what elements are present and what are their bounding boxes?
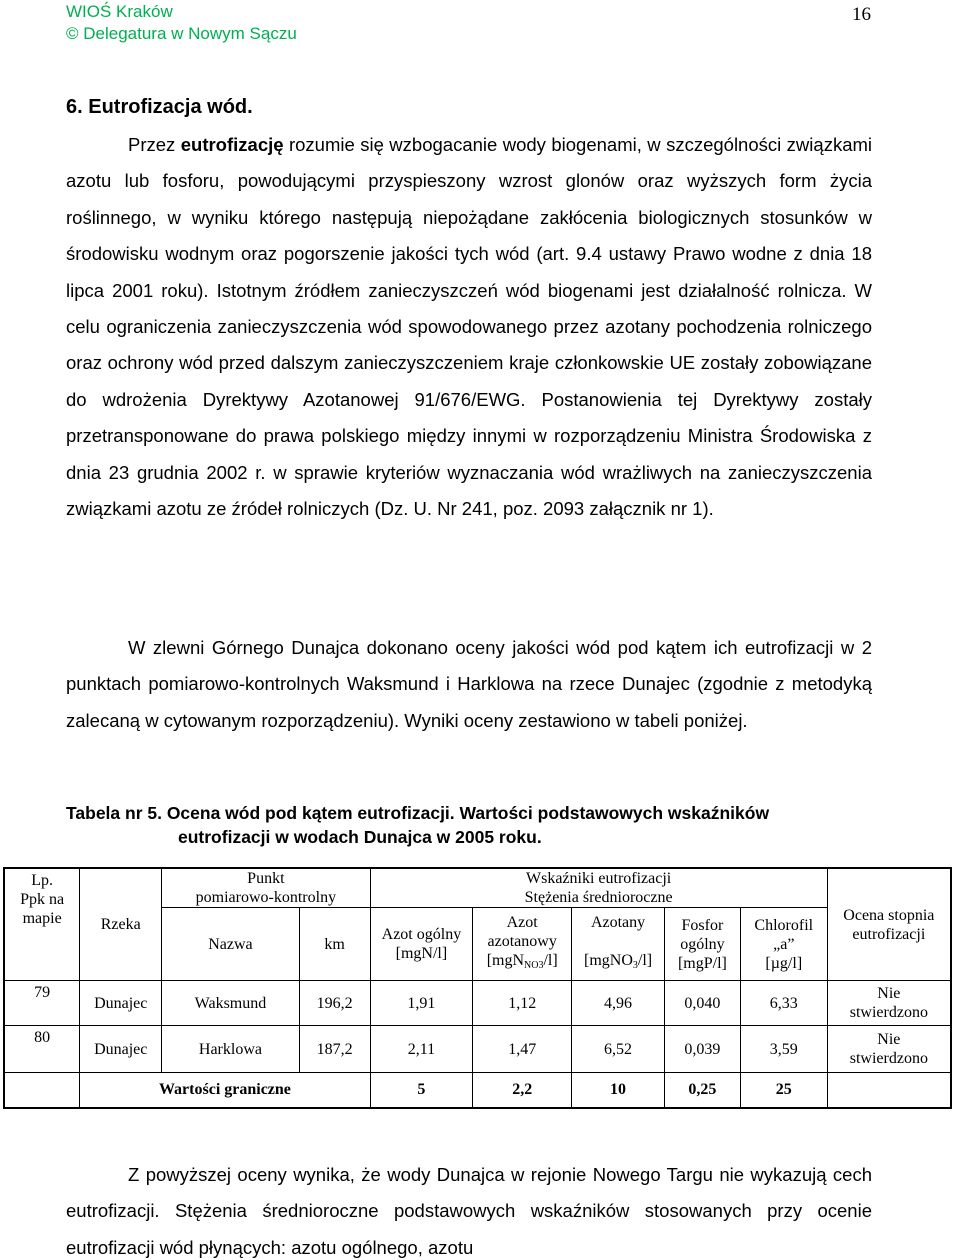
- cell-lp: 80: [4, 1026, 80, 1073]
- cell-fosfor: 0,040: [664, 981, 740, 1026]
- header-km: km: [299, 908, 370, 981]
- limits-label: Wartości graniczne: [80, 1073, 370, 1108]
- header-delegation: © Delegatura w Nowym Sączu: [66, 24, 297, 43]
- cell-azotany: 4,96: [572, 981, 665, 1026]
- cell-azot-azotanowy: 1,47: [473, 1026, 572, 1073]
- paragraph-intro-start: Przez: [128, 134, 181, 155]
- header-azotany: Azotany [mgNO$_3$/l]: [572, 908, 665, 981]
- term-eutrofizacja: eutrofizację: [180, 134, 284, 155]
- limit-azotany: 10: [572, 1073, 665, 1108]
- cell-azot-azotanowy: 1,12: [473, 981, 572, 1026]
- paragraph-conclusion: Z powyższej oceny wynika, że wody Dunajca w rejonie Nowego Targu nie wykazują cech eutrofizacji. Stężenia średnioroczne podstawowych wskaźników stosowanych przy ocenie eutrofizacji wód płynących: azotu ogólnego, azotu: [66, 1164, 872, 1258]
- header-nazwa: Nazwa: [162, 908, 300, 981]
- header-chlorofil: Chlorofil „a” [µg/l]: [740, 908, 827, 981]
- header-ocena: Ocena stopnia eutrofizacji: [827, 868, 951, 981]
- cell-rzeka: Dunajec: [80, 981, 162, 1026]
- paragraph-intro-rest: rozumie się wzbogacanie wody biogenami, w szczególności związkami azotu lub fosforu, powodującymi przyspieszony wzrost glonów oraz wyższych form życia roślinnego, w wyniku którego następują niepożądane zakłócenia biologicznych stosunków w środowisku wodnym oraz pogorszenie jakości tych wód (art. 9.4 ustawy Prawo wodne z dnia 18 lipca 2001 roku). Istotnym źródłem zanieczyszczeń wód biogenami jest działalność rolnicza. W celu ograniczenia zanieczyszczenia wód spowodowanego przez azotany pochodzenia rolniczego oraz ochrony wód przed dalszym zanieczyszczeniem kraje członkowskie UE zostały zobowiązane do wdrożenia Dyrektywy Azotanowej 91/676/EWG. Postanowienia tej Dyrektywy zostały przetransponowane do prawa polskiego między innymi w rozporządzeniu Ministra Środowiska z dnia 23 grudnia 2002 r. w sprawie kryteriów wyznaczania wód wrażliwych na zanieczyszczenia związkami azotu ze źródeł rolniczych (Dz. U. Nr 241, poz. 2093 załącznik nr 1).: [66, 134, 873, 520]
- cell-azotany: 6,52: [572, 1026, 665, 1073]
- header-punkt: Punkt pomiarowo-kontrolny: [162, 868, 370, 908]
- cell-empty: [827, 1073, 951, 1108]
- header-wskazniki: Wskaźniki eutrofizacji Stężenia średnioroczne: [370, 868, 827, 908]
- cell-km: 187,2: [299, 1026, 370, 1073]
- cell-lp: 79: [4, 981, 80, 1026]
- paragraph-assessment: W zlewni Górnego Dunajca dokonano oceny jakości wód pod kątem ich eutrofizacji w 2 punktach pomiarowo-kontrolnych Waksmund i Harklowa na rzece Dunajec (zgodnie z metodyką zalecaną w cytowanym rozporządzeniu). Wyniki oceny zestawiono w tabeli poniżej.: [66, 637, 872, 731]
- header-lp: Lp. Ppk na mapie: [4, 868, 80, 981]
- cell-chlorofil: 3,59: [740, 1026, 827, 1073]
- cell-azot-ogolny: 2,11: [370, 1026, 473, 1073]
- cell-ocena: Nie stwierdzono: [827, 981, 951, 1026]
- cell-rzeka: Dunajec: [80, 1026, 162, 1073]
- cell-fosfor: 0,039: [664, 1026, 740, 1073]
- cell-ocena: Nie stwierdzono: [827, 1026, 951, 1073]
- header-azot-ogolny: Azot ogólny [mgN/l]: [370, 908, 473, 981]
- section-heading: 6. Eutrofizacja wód.: [66, 96, 253, 118]
- limits-row: [4, 1073, 951, 1108]
- header-organization: WIOŚ Kraków: [66, 2, 173, 21]
- cell-empty: [4, 1073, 80, 1108]
- header-fosfor: Fosfor ogólny [mgP/l]: [664, 908, 740, 981]
- cell-azot-ogolny: 1,91: [370, 981, 473, 1026]
- page-number: 16: [852, 4, 871, 25]
- table-row: [4, 1026, 951, 1073]
- limit-azot-ogolny: 5: [370, 1073, 473, 1108]
- table-caption-line1: Tabela nr 5. Ocena wód pod kątem eutrofizacji. Wartości podstawowych wskaźników: [66, 803, 770, 823]
- cell-nazwa: Harklowa: [162, 1026, 300, 1073]
- header-rzeka: Rzeka: [80, 868, 162, 981]
- limit-chlorofil: 25: [740, 1073, 827, 1108]
- paragraph-intro: [66, 127, 872, 527]
- eutrophication-table: [3, 867, 952, 1109]
- cell-chlorofil: 6,33: [740, 981, 827, 1026]
- cell-nazwa: Waksmund: [162, 981, 300, 1026]
- table-row: [4, 981, 951, 1026]
- header-azot-azotanowy: Azot azotanowy [mgN$_{NO3}$/l]: [473, 908, 572, 981]
- limit-azot-azotanowy: 2,2: [473, 1073, 572, 1108]
- table-caption-line2: eutrofizacji w wodach Dunajca w 2005 roku.: [178, 827, 542, 847]
- header-row-1: [4, 868, 951, 908]
- limit-fosfor: 0,25: [664, 1073, 740, 1108]
- cell-km: 196,2: [299, 981, 370, 1026]
